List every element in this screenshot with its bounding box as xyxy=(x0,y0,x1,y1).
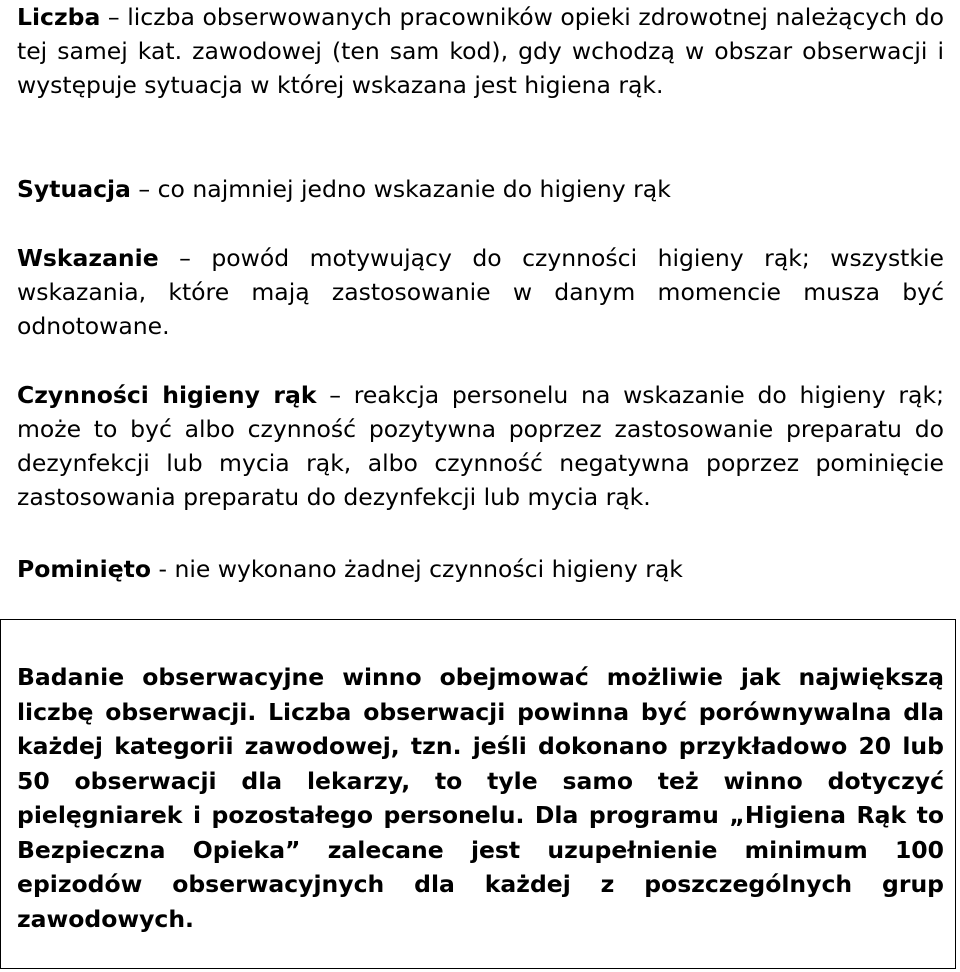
definition-text: reakcja personelu na wskazanie do higieny rąk; może to być albo czynność pozytywna poprzez zastosowanie preparatu do dezynfekcji lub mycia rąk, albo czynność negatywna poprzez pominięcie zastosowania preparatu do dezynfekcji lub mycia rąk. xyxy=(17,381,944,511)
definition-separator: – xyxy=(130,175,158,203)
definition-separator: – xyxy=(316,381,354,409)
definition-separator: – xyxy=(158,244,212,272)
definition-sytuacja xyxy=(17,172,944,206)
definition-pominieto xyxy=(17,552,944,586)
definition-wskazanie xyxy=(17,241,944,343)
definition-text: powód motywujący do czynności higieny rąk; wszystkie wskazania, które mają zastosowanie w danym momencie musza być odnotowane. xyxy=(17,244,944,340)
definition-term: Pominięto xyxy=(17,555,152,583)
definition-term: Liczba xyxy=(17,3,101,31)
note-box xyxy=(0,619,956,969)
definition-text: co najmniej jedno wskazanie do higieny rąk xyxy=(157,175,671,203)
definition-term: Sytuacja xyxy=(17,175,131,203)
definition-separator: – xyxy=(100,3,128,31)
definition-czynnosci-higieny-rak xyxy=(17,378,944,514)
note-box-text: Badanie obserwacyjne winno obejmować możliwie jak największą liczbę obserwacji. Liczba obserwacji powinna być porównywalna dla każdej kategorii zawodowej, tzn. jeśli dokonano przykładowo 20 lub 50 obserwacji dla lekarzy, to tyle samo też winno dotyczyć pielęgniarek i pozostałego personelu. Dla programu „Higiena Rąk to Bezpieczna Opieka” zalecane jest uzupełnienie minimum 100 epizodów obserwacyjnych dla każdej z poszczególnych grup zawodowych. xyxy=(17,663,944,933)
definition-separator: - xyxy=(151,555,175,583)
definition-term: Wskazanie xyxy=(17,244,159,272)
definition-liczba xyxy=(17,0,944,102)
definition-text: liczba obserwowanych pracowników opieki zdrowotnej należących do tej samej kat. zawodowej (ten sam kod), gdy wchodzą w obszar obserwacji i występuje sytuacja w której wskazana jest higiena rąk. xyxy=(17,3,944,99)
definition-term: Czynności higieny rąk xyxy=(17,381,317,409)
definition-text: nie wykonano żadnej czynności higieny rąk xyxy=(174,555,683,583)
